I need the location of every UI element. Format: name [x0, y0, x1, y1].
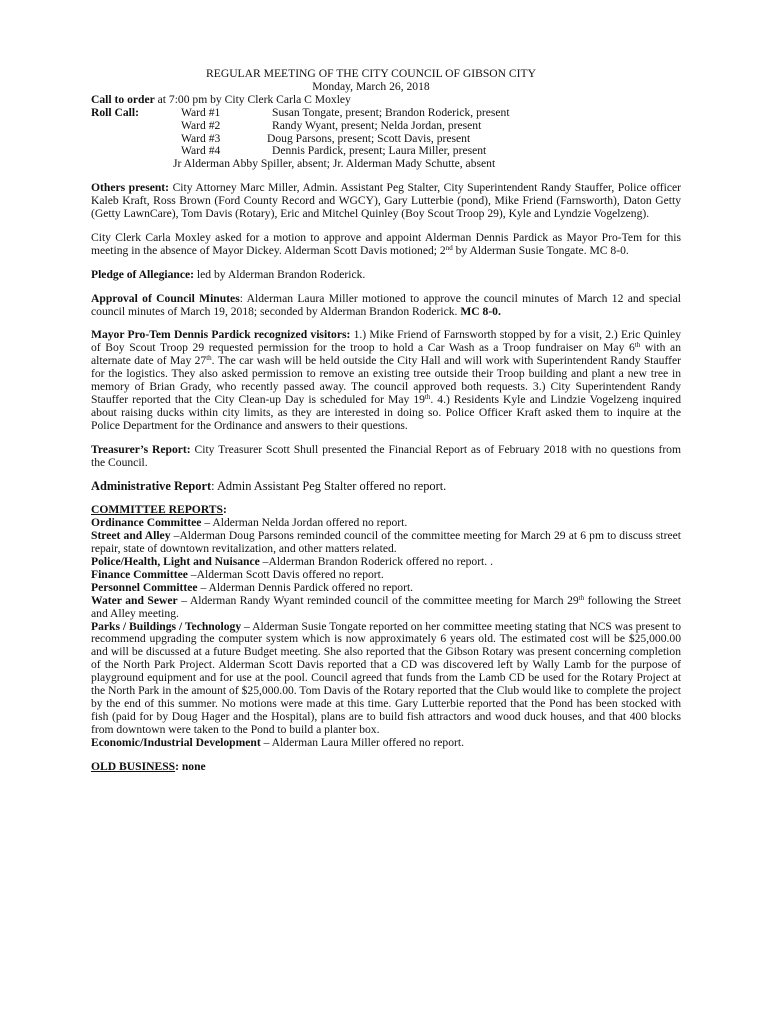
ward-2-label: Ward #2: [181, 118, 221, 132]
call-to-order-text: at 7:00 pm by City Clerk Carla C Moxley: [154, 92, 351, 106]
treasurer-label: Treasurer’s Report:: [91, 442, 191, 456]
ward-4-label: Ward #4: [181, 144, 221, 158]
visitors-sup-2: th: [206, 354, 212, 363]
committee-heading: COMMITTEE REPORTS: [91, 503, 223, 517]
approval-result: MC 8-0.: [460, 304, 501, 318]
roll-call-row-junior: [91, 158, 681, 171]
roll-call-label: Roll Call:: [91, 105, 139, 119]
approval-label: Approval of Council Minutes: [91, 291, 240, 305]
visitors-text-4: . 4.) Residents Kyle and Lindzie Vogelzeng inquired about raising ducks within city limits, as they are interested in doing so. Police Officer Kraft asked them to inquire at the Police Department for the Ordinance and answers to their questions.: [91, 392, 681, 432]
visitors-sup-1: th: [634, 341, 641, 350]
econ-label: Economic/Industrial Development: [91, 735, 261, 749]
personnel-text: – Alderman Dennis Pardick offered no report.: [197, 580, 414, 594]
mayor-protem-motion: [91, 232, 681, 258]
street-and-alley: [91, 530, 681, 556]
others-present-text: City Attorney Marc Miller, Admin. Assistant Peg Stalter, City Superintendent Randy Stauffer, Police officer Kaleb Kraft, Ross Brown (Ford County Record and WGCY), Gary Lutterbie (pond), Mike Friend (Farnsworth), Daton Getty (Getty LawnCare), Tom Davis (Rotary), Eric and Mitchel Quinley (Boy Scout Troop 29), Kyle and Lyndzie Vogelzeng).: [91, 181, 681, 220]
water-and-sewer: [91, 595, 681, 621]
parks-label: Parks / Buildings / Technology: [91, 619, 242, 633]
ward-3-label: Ward #3: [181, 131, 221, 145]
ward-4-members: Dennis Pardick, present; Laura Miller, present: [272, 144, 487, 158]
meeting-title: REGULAR MEETING OF THE CITY COUNCIL OF GIBSON CITY: [206, 67, 536, 80]
visitors-text-3: . The car wash will be held outside the City Hall and will work with Superintendent Randy Stauffer for the logistics. They also asked permission to remove an existing tree outside their Troop building and plant a new tree in memory of Brian Grady, who recently passed away. The council approved both requests. 3.) City Superintendent Randy Stauffer reported that the City Clean-up Day is scheduled for May 19: [91, 354, 681, 406]
ordinance-label: Ordinance Committee: [91, 516, 202, 530]
water-text-b: following the Street and Alley meeting.: [91, 593, 681, 620]
treasurer-text: City Treasurer Scott Shull presented the Financial Report as of February 2018 with no questions from the Council.: [91, 442, 681, 469]
roll-call-row-ward-2: [91, 120, 681, 133]
ward-2-members: Randy Wyant, present; Nelda Jordan, present: [272, 118, 482, 132]
parks-text: – Alderman Susie Tongate reported on her committee meeting stating that NCS was present to recommend upgrading the computer system which is now approximately 6 years old. The estimated cost will be $25,000.00 and will be discussed at a future Budget meeting. She also reported that the Gibson Rotary was present concerning completion of the North Park Project. Alderman Scott Davis reported that a CD was discovered left by Wally Lamb for the purpose of playground equipment and for use at the pool. Council agreed that funds from the Lamb CD be used for the Rotary Project at the North Park in the amount of $25,000.00. Tom Davis of the Rotary reported that the Club would like to complete the project by the end of this summer. No motions were made at this time. Gary Lutterbie reported that the Pond has been stocked with fish (paid for by Doug Hager and the Hospital), plans are to build fish attractors and wood duck houses, and that 400 blocks from downtown were taken to the Pond to build a planter box.: [91, 619, 682, 736]
finance-label: Finance Committee: [91, 567, 188, 581]
meeting-date: Monday, March 26, 2018: [312, 79, 430, 93]
old-business-label: OLD BUSINESS: [91, 759, 176, 773]
visitors-label: Mayor Pro-Tem Dennis Pardick recognized visitors:: [91, 328, 351, 342]
econ-text: – Alderman Laura Miller offered no report.: [260, 735, 464, 749]
personnel-label: Personnel Committee: [91, 580, 198, 594]
economic-development: [91, 737, 681, 750]
parks-buildings-technology: [91, 621, 681, 737]
approval-of-minutes: [91, 293, 681, 319]
police-label: Police/Health, Light and Nuisance: [91, 555, 260, 569]
mayor-protem-text-b: by Alderman Susie Tongate. MC 8-0.: [452, 243, 629, 257]
street-label: Street and Alley: [91, 529, 171, 543]
old-business-text: : none: [175, 759, 206, 773]
call-to-order-label: Call to order: [91, 92, 155, 106]
visitors-sup-3: th: [424, 392, 431, 401]
water-sup: th: [578, 593, 585, 602]
street-text: –Alderman Doug Parsons reminded council of the committee meeting for March 29 at 6 pm to discuss street repair, state of downtown revitalization, and other matters related.: [91, 529, 681, 556]
ordinance-text: – Alderman Nelda Jordan offered no report.: [201, 516, 408, 530]
old-business: [91, 761, 681, 774]
meeting-minutes: [91, 68, 681, 774]
ward-1-members: Susan Tongate, present; Brandon Roderick, present: [272, 105, 510, 119]
junior-aldermen: Jr Alderman Abby Spiller, absent; Jr. Alderman Mady Schutte, absent: [173, 157, 496, 171]
police-text: –Alderman Brandon Roderick offered no report. .: [259, 555, 493, 569]
mayor-protem-sup: nd: [445, 243, 453, 252]
pledge-label: Pledge of Allegiance:: [91, 267, 195, 281]
visitors-text-2: with an alternate date of May 27: [91, 341, 681, 368]
finance-text: –Alderman Scott Davis offered no report.: [187, 567, 384, 581]
recognized-visitors: [91, 329, 681, 432]
treasurer-report: [91, 444, 681, 470]
administrative-report: [91, 480, 681, 493]
admin-report-text: : Admin Assistant Peg Stalter offered no report.: [211, 479, 447, 494]
call-to-order: [91, 94, 681, 107]
water-text-a: – Alderman Randy Wyant reminded council of the committee meeting for March 29: [177, 593, 579, 607]
roll-call-row-ward-1: [91, 107, 681, 120]
others-present: [91, 182, 681, 221]
approval-text: : Alderman Laura Miller motioned to approve the council minutes of March 12 and special council minutes of March 19, 2018; seconded by Alderman Brandon Roderick.: [91, 291, 682, 318]
admin-report-label: Administrative Report: [91, 479, 212, 494]
ward-1-label: Ward #1: [181, 105, 221, 119]
others-present-label: Others present:: [91, 181, 170, 195]
ward-3-members: Doug Parsons, present; Scott Davis, present: [267, 131, 471, 145]
visitors-text-1: 1.) Mike Friend of Farnsworth stopped by for a visit, 2.) Eric Quinley of Boy Scout Troop 29 requested permission for the troop to hold a Car Wash as a Troop fundraiser on May 6: [91, 328, 681, 355]
water-label: Water and Sewer: [91, 593, 178, 607]
committee-heading-colon: :: [222, 503, 227, 517]
pledge-text: led by Alderman Brandon Roderick.: [194, 267, 366, 281]
mayor-protem-text-a: City Clerk Carla Moxley asked for a motion to approve and appoint Alderman Dennis Pardick as Mayor Pro-Tem for this meeting in the absence of Mayor Dickey. Alderman Scott Davis motioned; 2: [91, 230, 681, 257]
pledge: [91, 269, 681, 282]
